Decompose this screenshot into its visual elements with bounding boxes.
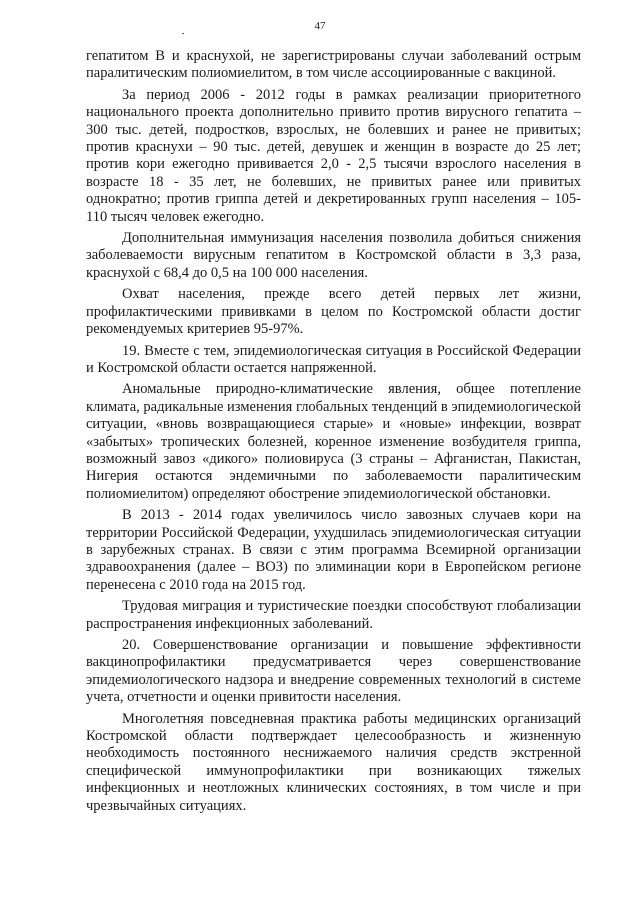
paragraph-measles-imports: В 2013 - 2014 годах увеличилось число завозных случаев кори на территории Российской Федерации, ухудшилась эпидемиологическая ситуации в зарубежных странах. В связи с этим программа Всемирной организации здравоохранения (далее – ВОЗ) по элиминации кори в Европейском регионе перенесена с 2010 года на 2015 год. <box>86 507 581 593</box>
paragraph-coverage: Охват населения, прежде всего детей первых лет жизни, профилактическими прививками в целом по Костромской области достиг рекомендуемых критериев 95-97%. <box>86 286 581 338</box>
paragraph-climate-factors: Аномальные природно-климатические явления, общее потепление климата, радикальные изменения глобальных тенденций в эпидемиологической ситуации, «вновь возвращающиеся старые» и «новые» инфекции, возврат «забытых» тропических болезней, коренное изменение возбудителя гриппа, возможный завоз «дикого» полиовируса (3 страны – Афганистан, Пакистан, Нигерия остаются эндемичными по заболеваемости паралитическим полиомиелитом) определяют обострение эпидемиологической обстановки. <box>86 381 581 502</box>
paragraph-item-20: 20. Совершенствование организации и повышение эффективности вакцинопрофилактики предусматривается через совершенствование эпидемиологического надзора и внедрение современных технологий в системе учета, отчетности и оценки привитости населения. <box>86 637 581 706</box>
paragraph-migration: Трудовая миграция и туристические поездки способствуют глобализации распространения инфекционных заболеваний. <box>86 598 581 632</box>
page-number: 47 <box>314 20 326 32</box>
paragraph-vaccination-period: За период 2006 - 2012 годы в рамках реализации приоритетного национального проекта дополнительно привито против вирусного гепатита – 300 тыс. детей, подростков, взрослых, не болевших и ранее не привитых; против краснухи – 90 тыс. детей, девушек и женщин в возрасте до 25 лет; против кори ежегодно прививается 2,0 - 2,5 тысячи взрослого населения в возрасте 18 - 35 лет, не болевших, не привитых ранее или привитых однократно; против гриппа детей и декретированных групп населения – 105-110 тысяч человек ежегодно. <box>86 86 581 225</box>
paragraph-continuation: гепатитом В и краснухой, не зарегистрированы случаи заболеваний острым паралитическим полиомиелитом, в том числе ассоциированные с вакциной. <box>86 48 581 82</box>
paragraph-practice: Многолетняя повседневная практика работы медицинских организаций Костромской области подтверждает целесообразность и жизненную необходимость постоянного неснижаемого наличия средств экстренной специфической иммунопрофилактики при возникающих тяжелых инфекционных и неотложных клинических состояниях, в том числе и при чрезвычайных ситуациях. <box>86 710 581 814</box>
scan-speck <box>182 33 184 34</box>
paragraph-item-19: 19. Вместе с тем, эпидемиологическая ситуация в Российской Федерации и Костромской области остается напряженной. <box>86 342 581 376</box>
document-body <box>86 48 581 815</box>
paragraph-additional-immunization: Дополнительная иммунизация населения позволила добиться снижения заболеваемости вирусным гепатитом в Костромской области в 3,3 раза, краснухой с 68,4 до 0,5 на 100 000 населения. <box>86 230 581 281</box>
